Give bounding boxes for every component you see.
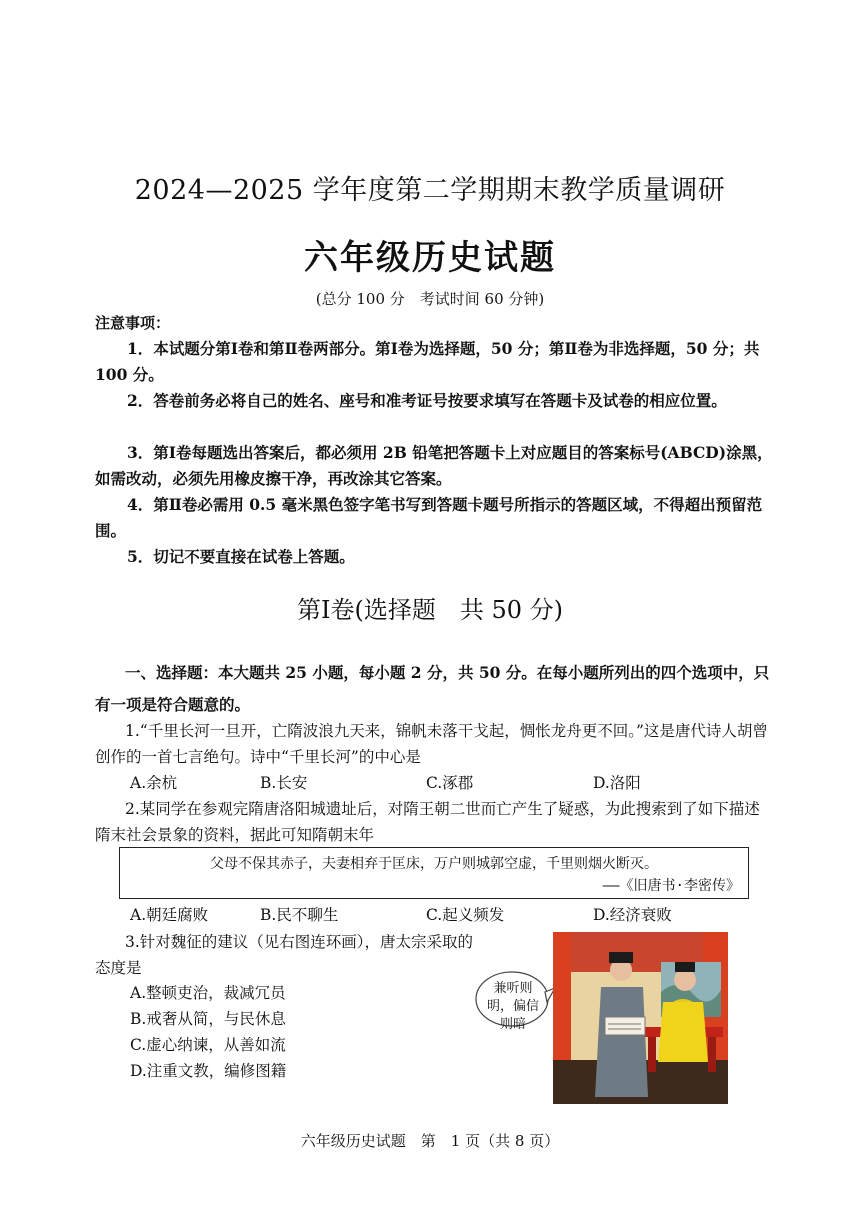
notice-item: 1．本试题分第Ⅰ卷和第Ⅱ卷两部分。第Ⅰ卷为选择题，50 分；第Ⅱ卷为非选择题，50 分；共 100 分。 <box>95 339 760 384</box>
notice-item: 5．切记不要直接在试卷上答题。 <box>127 547 355 566</box>
question-1-option-b: B.长安 <box>260 774 308 792</box>
question-2-option-c: C.起义频发 <box>426 906 505 924</box>
quote-source: ——《旧唐书·李密传》 <box>602 878 740 894</box>
question-1-option-c: C.涿郡 <box>426 774 474 792</box>
question-1-option-a: A.余杭 <box>130 774 178 792</box>
exam-info: (总分 100 分 考试时间 60 分钟) <box>315 290 545 308</box>
quote-box <box>119 847 749 899</box>
notice-item: 4．第Ⅱ卷必需用 0.5 毫米黑色签字笔书写到答题卡题号所指示的答题区域，不得超出预留范围。 <box>95 495 763 540</box>
exam-title: 2024—2025 学年度第二学期期末教学质量调研 <box>134 175 726 206</box>
question-1-stem: 1.“千里长河一旦开，亡隋波浪九天来，锦帆未落干戈起，惆怅龙舟更不回。”这是唐代诗人胡曾创作的一首七言绝句。诗中“千里长河”的中心是 <box>95 722 768 766</box>
comic-illustration <box>553 932 728 1104</box>
question-2-option-a: A.朝廷腐败 <box>130 906 209 924</box>
question-3-option-d: D.注重文教，编修图籍 <box>130 1062 287 1080</box>
exam-subtitle: 六年级历史试题 <box>304 238 556 278</box>
question-3-option-c: C.虚心纳谏，从善如流 <box>130 1036 286 1054</box>
page-footer: 六年级历史试题 第 1 页（共 8 页） <box>300 1132 560 1150</box>
question-1-option-d: D.洛阳 <box>593 774 641 792</box>
notice-item: 2．答卷前务必将自己的姓名、座号和准考证号按要求填写在答题卡及试卷的相应位置。 <box>127 391 727 410</box>
comic-illustration-art <box>553 932 728 1104</box>
question-3-stem: 3.针对魏征的建议（见右图连环画），唐太宗采取的态度是 <box>95 933 474 977</box>
section-intro: 一、选择题：本大题共 25 小题，每小题 2 分，共 50 分。在每小题所列出的四个选项中，只有一项是符合题意的。 <box>95 663 770 714</box>
speech-bubble <box>475 970 555 1032</box>
question-2-stem: 2.某同学在参观完隋唐洛阳城遗址后，对隋王朝二世而亡产生了疑惑，为此搜索到了如下描述隋末社会景象的资料，据此可知隋朝末年 <box>95 800 760 844</box>
notice-heading: 注意事项： <box>95 314 171 332</box>
quote-text: 父母不保其赤子，夫妻相弃于匡床，万户则城郭空虚，千里则烟火断灭。 <box>210 856 658 872</box>
question-3-option-a: A.整顿吏治，裁减冗员 <box>130 984 286 1002</box>
notice-item: 3．第Ⅰ卷每题选出答案后，都必须用 2B 铅笔把答题卡上对应题目的答案标号(ABCD)涂黑，如需改动，必须先用橡皮擦干净，再改涂其它答案。 <box>95 443 773 488</box>
section-title: 第Ⅰ卷(选择题 共 50 分) <box>296 596 563 624</box>
question-3-option-b: B.戒奢从简，与民休息 <box>130 1010 286 1028</box>
question-2-option-b: B.民不聊生 <box>260 906 339 924</box>
question-2-option-d: D.经济衰败 <box>593 906 672 924</box>
bubble-text: 兼听则明，偏信则暗 <box>486 981 539 1032</box>
